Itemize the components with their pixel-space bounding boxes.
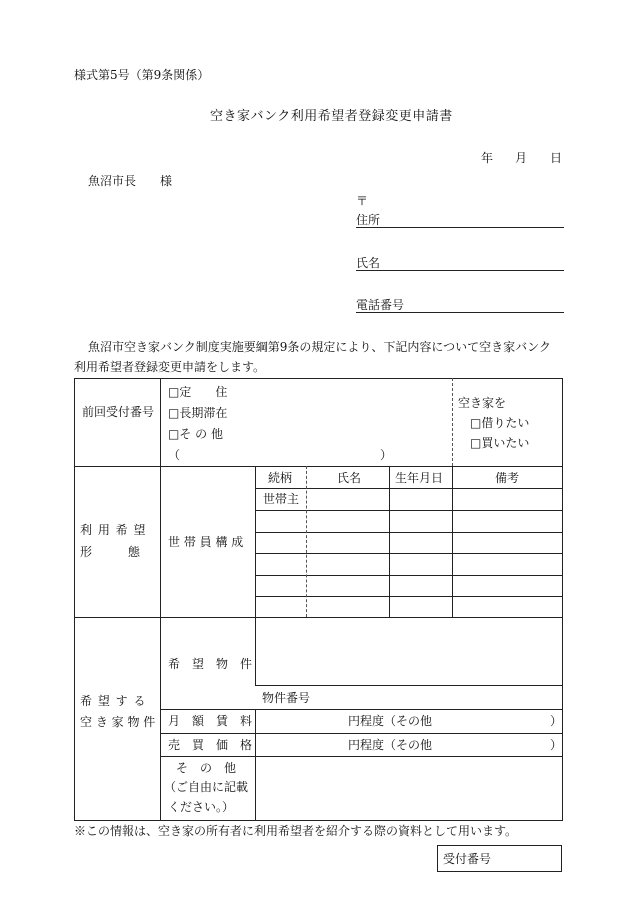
column-birthdate: 生年月日 [395,471,444,485]
option-buy[interactable]: □買いたい [470,436,530,450]
date-month-label: 月 [515,151,528,165]
desired-house-label-1: 希 望 す る [80,694,147,708]
column-relation: 続柄 [268,471,293,485]
sale-price-value: 円程度（その他 [348,738,433,752]
receipt-number-label: 受付番号 [443,852,492,866]
other-notes-label-2: （ご自由に記載 [164,780,249,794]
desired-property-label: 希 望 物 件 [168,657,253,671]
previous-receipt-number-label: 前回受付番号 [82,405,155,419]
phone-label: 電話番号 [356,298,405,312]
addressee-name: 魚沼市長 [88,174,137,188]
name-label: 氏名 [356,256,381,270]
monthly-rent-value: 円程度（その他 [348,714,433,728]
phone-field[interactable] [356,312,564,313]
purpose-label: 空き家を [458,396,507,410]
monthly-rent-close: ） [550,714,563,728]
postal-mark: 〒 [356,194,369,208]
other-close-paren: ） [380,448,393,462]
usage-form-label-2: 形 態 [80,545,141,559]
option-long-stay[interactable]: □長期滞在 [168,406,228,420]
household-head-label: 世帯主 [263,492,300,506]
body-text-line2: 利用希望者登録変更申請をします。 [74,360,266,374]
desired-house-label-2: 空 き 家 物 件 [80,715,156,729]
sale-price-close: ） [550,738,563,752]
column-name: 氏名 [337,471,362,485]
date-year-label: 年 [481,151,494,165]
body-text-line1: 魚沼市空き家バンク制度実施要綱第9条の規定により、下記内容について空き家バンク [88,340,551,354]
option-rent[interactable]: □借りたい [470,416,530,430]
column-remarks: 備考 [495,471,520,485]
household-members-label: 世 帯 員 構 成 [168,535,244,549]
addressee-honorific: 様 [160,174,173,188]
sale-price-label: 売 買 価 格 [168,738,253,752]
address-label: 住所 [356,213,381,227]
property-number-label: 物件番号 [262,691,311,705]
date-day-label: 日 [550,151,563,165]
other-open-paren: （ [168,448,181,462]
address-field[interactable] [356,227,564,228]
other-notes-label-3: ください。） [168,800,235,814]
other-notes-label-1: そ の 他 [176,761,237,775]
name-field[interactable] [356,270,564,271]
monthly-rent-label: 月 額 賃 料 [168,714,253,728]
option-other[interactable]: □そ の 他 [168,427,223,441]
page-title: 空き家バンク利用希望者登録変更申請書 [210,109,453,124]
form-number: 様式第5号（第9条関係） [74,68,210,82]
footnote: ※この情報は、空き家の所有者に利用希望者を紹介する際の資料として用います。 [74,824,518,838]
usage-form-label-1: 利 用 希 望 [80,523,147,537]
option-permanent[interactable]: □定 住 [168,385,228,399]
